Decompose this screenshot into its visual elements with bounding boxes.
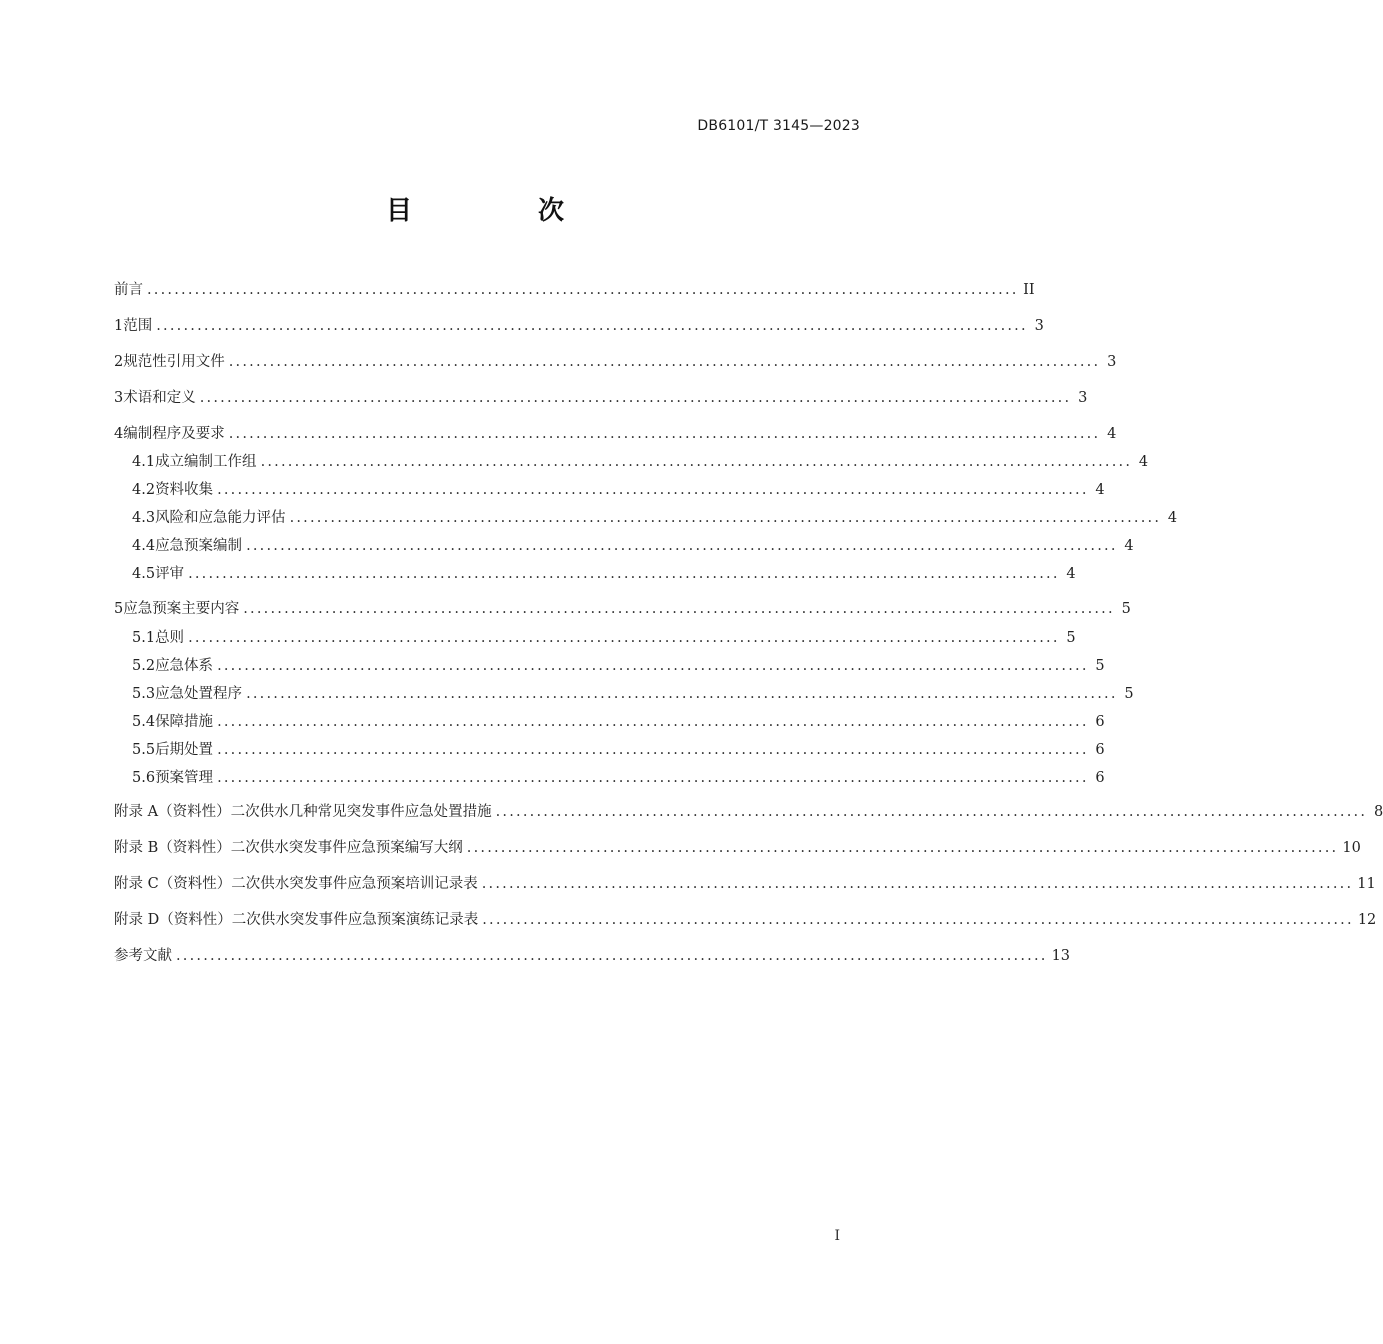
dot-leader: ................................................................................................................................ bbox=[466, 840, 1339, 856]
toc-entry-number: 5.6 bbox=[132, 770, 156, 786]
toc-entry-page: 5 bbox=[1095, 658, 1105, 674]
toc-entry-appendix-b[interactable] bbox=[114, 836, 1361, 860]
toc-entry-5-2[interactable] bbox=[132, 654, 1105, 678]
toc-entry-appendix-c[interactable] bbox=[114, 872, 1376, 896]
toc-entry-number: 附录 B（资料性） bbox=[114, 840, 231, 856]
toc-entry-label: 风险和应急能力评估 bbox=[155, 510, 286, 526]
dot-leader: ................................................................................................................................ bbox=[188, 630, 1060, 646]
dot-leader: ................................................................................................................................ bbox=[188, 566, 1060, 582]
toc-entry-label: 编制程序及要求 bbox=[123, 426, 225, 442]
toc-entry-page: 4 bbox=[1167, 510, 1178, 526]
toc-entry-page: 4 bbox=[1066, 566, 1076, 582]
toc-entry-5[interactable] bbox=[114, 597, 1131, 621]
toc-entry-page: 13 bbox=[1051, 948, 1071, 964]
toc-entry-label: 术语和定义 bbox=[123, 390, 196, 406]
toc-entry-1[interactable] bbox=[114, 314, 1044, 338]
dot-leader: ................................................................................................................................ bbox=[217, 658, 1089, 674]
toc-entry-page: 6 bbox=[1095, 714, 1105, 730]
toc-entry-number: 3 bbox=[114, 390, 124, 406]
toc-entry-number: 5.3 bbox=[132, 686, 156, 702]
dot-leader: ................................................................................................................................ bbox=[260, 454, 1133, 470]
toc-entry-number: 5.5 bbox=[132, 742, 156, 758]
toc-entry-page: 3 bbox=[1034, 318, 1044, 334]
toc-entry-label: 应急处置程序 bbox=[155, 686, 243, 702]
toc-entry-label: 预案管理 bbox=[155, 770, 214, 786]
toc-entry-label: 前言 bbox=[114, 282, 143, 298]
toc-entry-label: 后期处置 bbox=[155, 742, 214, 758]
toc-entry-5-6[interactable] bbox=[132, 766, 1105, 790]
toc-entry-label: 规范性引用文件 bbox=[123, 354, 225, 370]
toc-entry-number: 4 bbox=[114, 426, 124, 442]
standard-code: DB6101/T 3145—2023 bbox=[697, 118, 860, 134]
toc-entry-page: 12 bbox=[1357, 912, 1377, 928]
toc-entry-5-5[interactable] bbox=[132, 738, 1105, 762]
toc-entry-page: 3 bbox=[1078, 390, 1088, 406]
toc-entry-label: 总则 bbox=[155, 630, 185, 646]
toc-entry-5-1[interactable] bbox=[132, 626, 1076, 650]
toc-entry-label: 成立编制工作组 bbox=[155, 454, 257, 470]
toc-entry-4-4[interactable] bbox=[132, 534, 1134, 558]
toc-entry-page: 6 bbox=[1095, 770, 1105, 786]
toc-entry-number: 4.1 bbox=[132, 454, 156, 470]
toc-entry-page: 11 bbox=[1357, 876, 1376, 892]
dot-leader: ................................................................................................................................ bbox=[481, 876, 1354, 892]
toc-entry-number: 2 bbox=[114, 354, 124, 370]
toc-entry-page: 3 bbox=[1107, 354, 1117, 370]
toc-entry-number: 5.2 bbox=[132, 658, 156, 674]
toc-entry-label: 二次供水几种常见突发事件应急处置措施 bbox=[230, 804, 492, 820]
toc-entry-number: 1 bbox=[114, 318, 124, 334]
dot-leader: ................................................................................................................................ bbox=[156, 318, 1028, 334]
toc-entry-number: 5.1 bbox=[132, 630, 156, 646]
toc-entry-label: 二次供水突发事件应急预案演练记录表 bbox=[231, 912, 479, 928]
toc-entry-2[interactable] bbox=[114, 350, 1117, 374]
dot-leader: ................................................................................................................................ bbox=[289, 510, 1162, 526]
toc-entry-number: 4.5 bbox=[132, 566, 156, 582]
toc-entry-4-2[interactable] bbox=[132, 478, 1105, 502]
toc-entry-number: 5 bbox=[114, 601, 124, 617]
toc-entry-number: 附录 A（资料性） bbox=[114, 804, 231, 820]
toc-entry-number: 附录 C（资料性） bbox=[114, 876, 232, 892]
toc-entry-label: 应急预案编制 bbox=[155, 538, 243, 554]
toc-entry-page: 8 bbox=[1373, 804, 1383, 820]
dot-leader: ................................................................................................................................ bbox=[217, 770, 1089, 786]
toc-entry-label: 应急体系 bbox=[155, 658, 214, 674]
dot-leader: ................................................................................................................................ bbox=[228, 426, 1101, 442]
toc-entry-3[interactable] bbox=[114, 386, 1088, 410]
toc-entry-number: 4.4 bbox=[132, 538, 156, 554]
toc-entry-label: 参考文献 bbox=[114, 948, 172, 964]
toc-entry-4-5[interactable] bbox=[132, 562, 1076, 586]
dot-leader: ................................................................................................................................ bbox=[217, 482, 1089, 498]
toc-entry-page: 6 bbox=[1095, 742, 1105, 758]
toc-entry-page: 5 bbox=[1121, 601, 1131, 617]
dot-leader: ................................................................................................................................ bbox=[495, 804, 1368, 820]
toc-entry-page: II bbox=[1023, 282, 1035, 298]
toc-entry-page: 5 bbox=[1066, 630, 1076, 646]
toc-entry-label: 资料收集 bbox=[155, 482, 214, 498]
dot-leader: ................................................................................................................................ bbox=[243, 601, 1115, 617]
toc-entry-page: 10 bbox=[1342, 840, 1361, 856]
dot-leader: ................................................................................................................................ bbox=[147, 282, 1019, 298]
toc-entry-number: 附录 D（资料性） bbox=[114, 912, 232, 928]
toc-entry-5-4[interactable] bbox=[132, 710, 1105, 734]
toc-entry-appendix-a[interactable] bbox=[114, 800, 1383, 824]
dot-leader: ................................................................................................................................ bbox=[176, 948, 1048, 964]
toc-entry-page: 4 bbox=[1124, 538, 1134, 554]
toc-entry-page: 4 bbox=[1095, 482, 1105, 498]
toc-entry-5-3[interactable] bbox=[132, 682, 1134, 706]
toc-entry-4-3[interactable] bbox=[132, 506, 1178, 530]
page-number: I bbox=[834, 1228, 840, 1244]
toc-entry-page: 4 bbox=[1138, 454, 1149, 470]
toc-entry-label: 二次供水突发事件应急预案培训记录表 bbox=[231, 876, 478, 892]
dot-leader: ................................................................................................................................ bbox=[482, 912, 1354, 928]
toc-entry-4[interactable] bbox=[114, 422, 1117, 446]
toc-entry-page: 4 bbox=[1107, 426, 1117, 442]
dot-leader: ................................................................................................................................ bbox=[217, 742, 1089, 758]
dot-leader: ................................................................................................................................ bbox=[246, 538, 1118, 554]
toc-entry-foreword[interactable] bbox=[114, 278, 1035, 302]
toc-entry-number: 4.3 bbox=[132, 510, 156, 526]
toc-entry-appendix-d[interactable] bbox=[114, 908, 1377, 932]
toc-entry-page: 5 bbox=[1124, 686, 1134, 702]
toc-entry-4-1[interactable] bbox=[132, 450, 1149, 474]
toc-entry-label: 评审 bbox=[155, 566, 185, 582]
toc-entry-references[interactable] bbox=[114, 944, 1071, 968]
dot-leader: ................................................................................................................................ bbox=[246, 686, 1118, 702]
toc-entry-label: 保障措施 bbox=[155, 714, 214, 730]
toc-entry-label: 二次供水突发事件应急预案编写大纲 bbox=[230, 840, 463, 856]
toc-entry-number: 5.4 bbox=[132, 714, 156, 730]
dot-leader: ................................................................................................................................ bbox=[199, 390, 1072, 406]
toc-title: 目 次 bbox=[385, 196, 614, 226]
toc-entry-label: 范围 bbox=[123, 318, 153, 334]
dot-leader: ................................................................................................................................ bbox=[217, 714, 1089, 730]
toc-entry-number: 4.2 bbox=[132, 482, 156, 498]
dot-leader: ................................................................................................................................ bbox=[228, 354, 1101, 370]
toc-entry-label: 应急预案主要内容 bbox=[123, 601, 240, 617]
